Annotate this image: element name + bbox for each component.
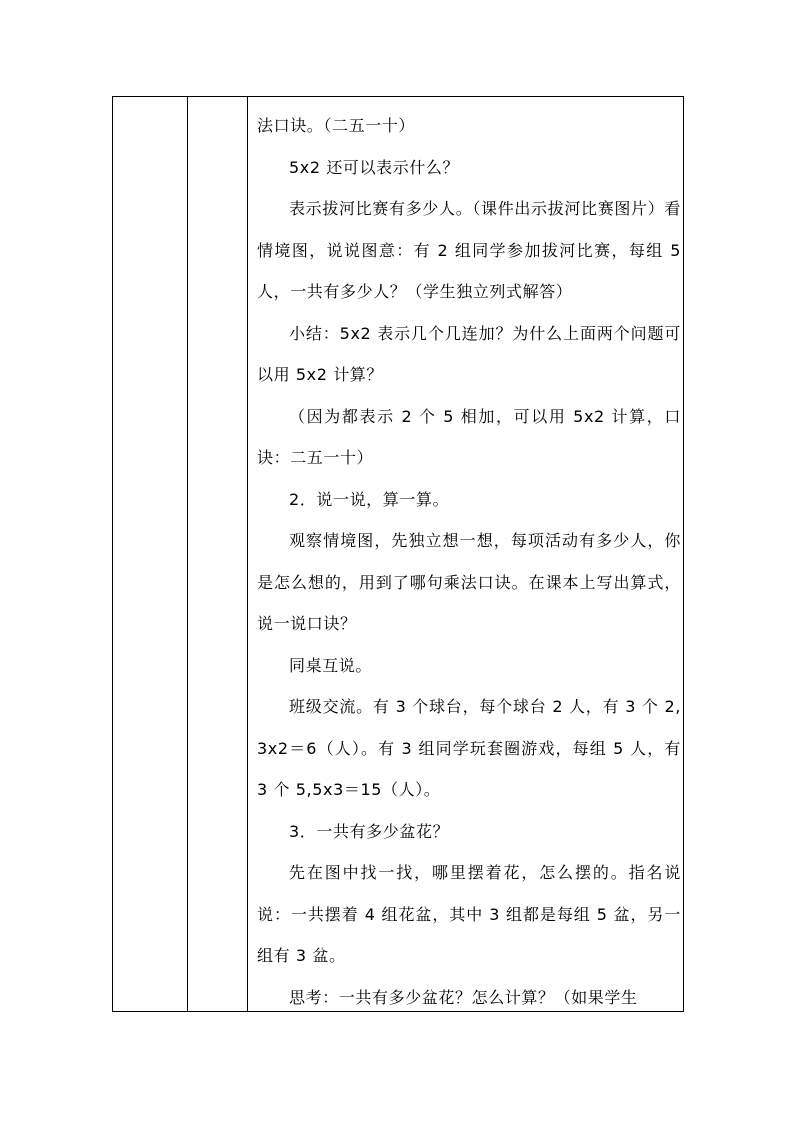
- paragraph: （因为都表示 2 个 5 相加，可以用 5x2 计算，口诀：二五一十）: [257, 406, 681, 467]
- paragraph: 小结：5x2 表示几个几连加？为什么上面两个问题可以用 5x2 计算？: [257, 323, 681, 384]
- paragraph: 3．一共有多少盆花？: [289, 821, 450, 841]
- paragraph: 5x2 还可以表示什么？: [289, 157, 460, 177]
- paragraph: 思考：一共有多少盆花？怎么计算？（如果学生: [289, 987, 638, 1005]
- paragraph: 法口诀。（二五一十）: [257, 116, 416, 135]
- paragraph: 班级交流。有 3 个球台，每个球台 2 人，有 3 个 2,3x2＝6（人）。有 3 组同学玩套圈游戏，每组 5 人，有 3 个 5,5x3＝15（人）。: [257, 697, 681, 799]
- paragraph: 2．说一说，算一算。: [289, 489, 450, 509]
- paragraph: 先在图中找一找，哪里摆着花，怎么摆的。指名说说：一共摆着 4 组花盆，其中 3 组都是每组 5 盆，另一组有 3 盆。: [257, 863, 681, 965]
- lesson-table: [112, 96, 684, 1012]
- paragraph: 同桌互说。: [289, 655, 373, 675]
- column-divider-2: [247, 97, 248, 1011]
- paragraph: 表示拔河比赛有多少人。（课件出示拔河比赛图片）看情境图，说说图意：有 2 组同学参加拔河比赛，每组 5 人，一共有多少人？（学生独立列式解答）: [257, 199, 681, 301]
- column-divider-1: [187, 97, 188, 1011]
- content-cell: [257, 105, 681, 1005]
- paragraph: 观察情境图，先独立想一想，每项活动有多少人，你是怎么想的，用到了哪句乘法口诀。在课本上写出算式，说一说口诀？: [257, 531, 681, 633]
